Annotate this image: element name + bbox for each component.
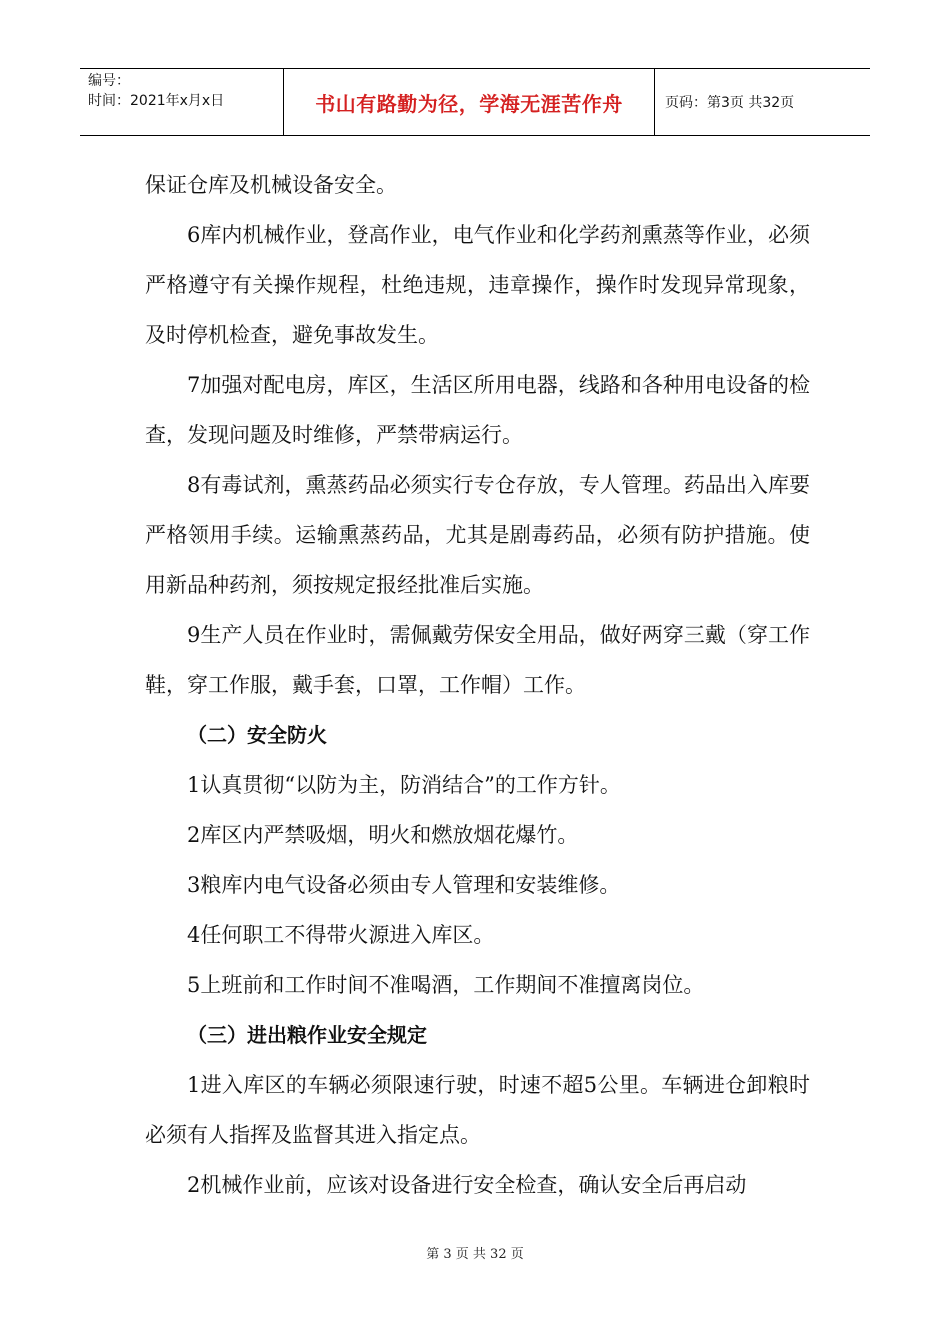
paragraph: 1进入库区的车辆必须限速行驶，时速不超5公里。车辆进仓卸粮时必须有人指挥及监督其进入指定点。 [145,1073,810,1147]
paragraph: 保证仓库及机械设备安全。 [145,173,397,197]
header-meta [80,69,283,135]
section-heading: （二）安全防火 [187,723,327,747]
paragraph: 9生产人员在作业时，需佩戴劳保安全用品，做好两穿三戴（穿工作鞋，穿工作服，戴手套，口罩，工作帽）工作。 [145,623,810,697]
paragraph: 1认真贯彻“以防为主，防消结合”的工作方针。 [187,773,621,797]
document-number-label: 编号： [88,73,130,89]
page-header [80,68,870,136]
header-motto: 书山有路勤为径，学海无涯苦作舟 [315,91,623,116]
header-page-cell [655,69,870,135]
header-motto-cell [283,69,655,135]
header-page-info: 页码：第3页 共32页 [665,95,795,111]
page-footer [0,1243,950,1262]
paragraph: 3粮库内电气设备必须由专人管理和安装维修。 [187,873,621,897]
paragraph: 2机械作业前，应该对设备进行安全检查，确认安全后再启动 [187,1173,747,1197]
document-date: 时间：2021年x月x日 [88,93,225,109]
footer-page-number: 第 3 页 共 32 页 [426,1247,524,1262]
paragraph: 4任何职工不得带火源进入库区。 [187,923,495,947]
paragraph: 6库内机械作业，登高作业，电气作业和化学药剂熏蒸等作业，必须严格遵守有关操作规程，杜绝违规，违章操作，操作时发现异常现象，及时停机检查，避免事故发生。 [145,223,810,347]
section-heading: （三）进出粮作业安全规定 [187,1023,427,1047]
paragraph: 5上班前和工作时间不准喝酒，工作期间不准擅离岗位。 [187,973,705,997]
paragraph: 8有毒试剂，熏蒸药品必须实行专仓存放，专人管理。药品出入库要严格领用手续。运输熏蒸药品，尤其是剧毒药品，必须有防护措施。使用新品种药剂，须按规定报经批准后实施。 [145,473,810,597]
document-body [145,160,810,1210]
paragraph: 7加强对配电房，库区，生活区所用电器，线路和各种用电设备的检查，发现问题及时维修，严禁带病运行。 [145,373,810,447]
paragraph: 2库区内严禁吸烟，明火和燃放烟花爆竹。 [187,823,579,847]
